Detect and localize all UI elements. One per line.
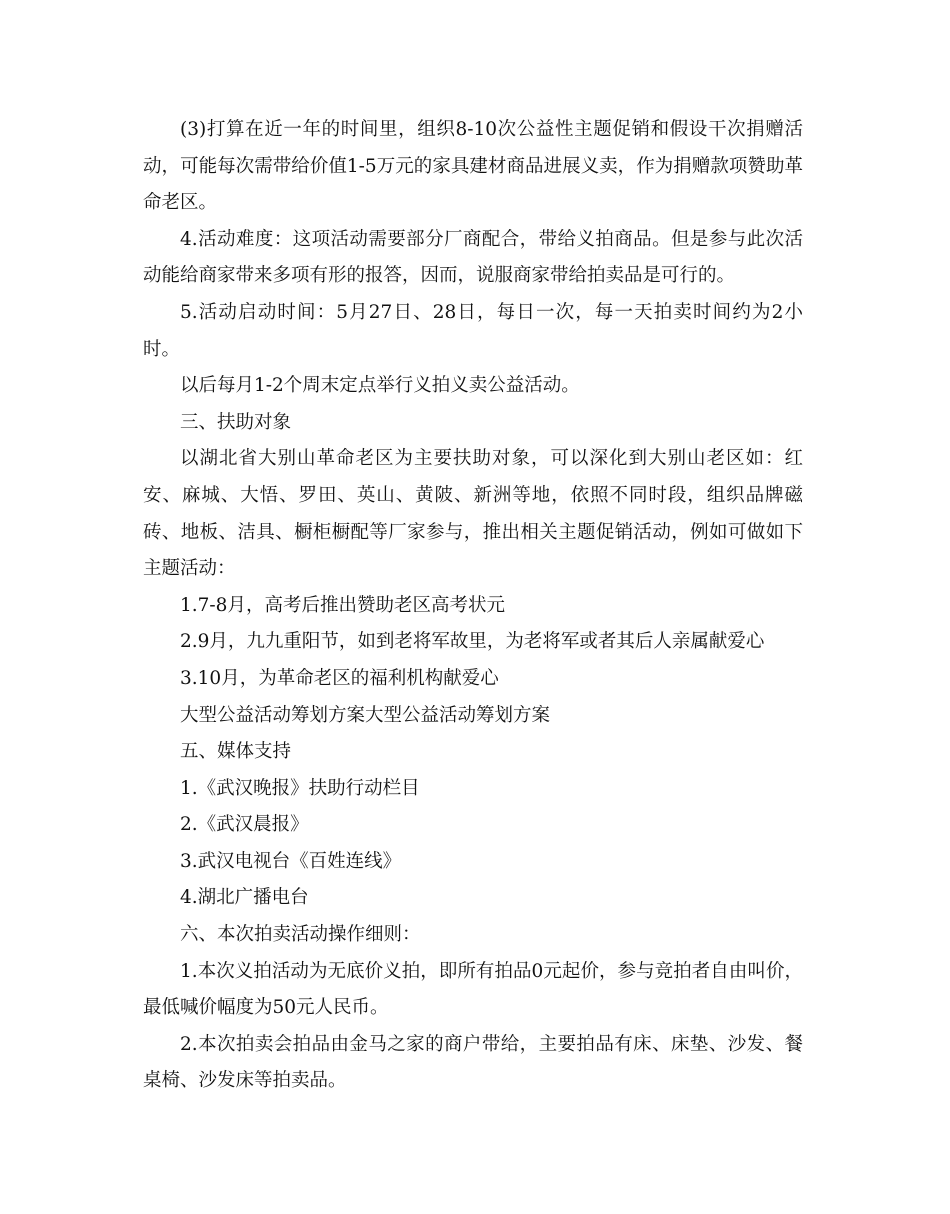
paragraph-plan-promotions: (3)打算在近一年的时间里，组织8-10次公益性主题促销和假设干次捐赠活动，可能每次需带给价值1-5万元的家具建材商品进展义卖，作为捐赠款项赞助革命老区。 [143,119,803,214]
list-item-theme-2: 2.9月，九九重阳节，如到老将军故里，为老将军或者其后人亲属献爱心 [180,631,765,653]
paragraph-plan-title-repeat: 大型公益活动筹划方案大型公益活动筹划方案 [180,704,551,726]
paragraph-activity-difficulty: 4.活动难度：这项活动需要部分厂商配合，带给义拍商品。但是参与此次活动能给商家带来多项有形的报答，因而，说服商家带给拍卖品是可行的。 [143,228,803,287]
list-item-media-4: 4.湖北广播电台 [180,887,309,909]
list-item-theme-1: 1.7-8月，高考后推出赞助老区高考状元 [180,594,505,616]
list-item-rule-2: 2.本次拍卖会拍品由金马之家的商户带给，主要拍品有床、床垫、沙发、餐桌椅、沙发床等拍卖品。 [143,1033,803,1092]
list-item-theme-3: 3.10月，为革命老区的福利机构献爱心 [180,667,499,689]
document-body [143,112,803,1100]
list-item-media-3: 3.武汉电视台《百姓连线》 [180,850,402,872]
list-item-media-2: 2.《武汉晨报》 [180,814,309,836]
heading-auction-rules: 六、本次拍卖活动操作细则： [180,924,421,946]
paragraph-start-time: 5.活动启动时间：5月27日、28日，每日一次，每一天拍卖时间约为2小时。 [143,301,803,360]
paragraph-support-targets: 以湖北省大别山革命老区为主要扶助对象，可以深化到大别山老区如：红安、麻城、大悟、罗田、英山、黄陂、新洲等地，依照不同时段，组织品牌磁砖、地板、洁具、橱柜橱配等厂家参与，推出相关主题促销活动，例如可做如下主题活动： [143,448,803,580]
list-item-rule-1: 1.本次义拍活动为无底价义拍，即所有拍品0元起价，参与竞拍者自由叫价，最低喊价幅度为50元人民币。 [143,960,803,1019]
paragraph-monthly-schedule: 以后每月1-2个周末定点举行义拍义卖公益活动。 [180,375,580,397]
list-item-media-1: 1.《武汉晚报》扶助行动栏目 [180,777,420,799]
heading-support-targets: 三、扶助对象 [180,411,292,433]
heading-media-support: 五、媒体支持 [180,741,292,763]
